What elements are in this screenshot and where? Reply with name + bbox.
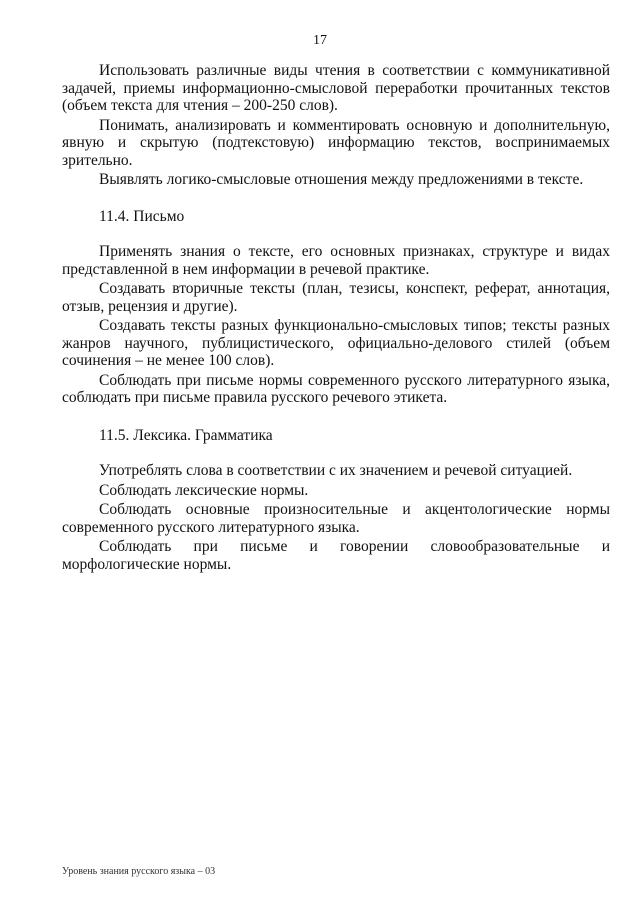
writing-paragraph-1: Применять знания о тексте, его основных признаках, структуре и видах представленной в нем информации в речевой практике.	[62, 243, 610, 278]
writing-paragraph-4: Соблюдать при письме нормы современного русского литературного языка, соблюдать при письме правила русского речевого этикета.	[62, 371, 610, 406]
page-content	[62, 62, 610, 573]
reading-paragraph-3: Выявлять логико-смысловые отношения между предложениями в тексте.	[99, 171, 584, 188]
lexis-paragraph-2: Соблюдать лексические нормы.	[99, 481, 309, 499]
lexis-paragraph-3: Соблюдать основные произносительные и акцентологические нормы современного русского литературного языка.	[62, 501, 610, 536]
section-heading-writing: 11.4. Письмо	[99, 207, 185, 225]
writing-paragraph-3: Создавать тексты разных функционально-смысловых типов; тексты разных жанров научного, публицистического, официально-делового стилей (объем сочинения – не менее 100 слов).	[62, 317, 610, 369]
reading-paragraph-2: Понимать, анализировать и комментировать основную и дополнительную, явную и скрытую (подтекстовую) информацию текстов, воспринимаемых зрительно.	[62, 116, 610, 169]
lexis-paragraph-4: Соблюдать при письме и говорении словообразовательные и морфологические нормы.	[62, 538, 610, 573]
lexis-paragraph-1: Употреблять слова в соответствии с их значением и речевой ситуацией.	[99, 462, 573, 479]
section-heading-lexis: 11.5. Лексика. Грамматика	[99, 426, 273, 444]
page-number: 17	[313, 33, 327, 48]
page-footer: Уровень знания русского языка – 03	[62, 866, 216, 877]
writing-paragraph-2: Создавать вторичные тексты (план, тезисы, конспект, реферат, аннотация, отзыв, рецензия и другие).	[62, 280, 610, 315]
reading-paragraph-1: Использовать различные виды чтения в соответствии с коммуникативной задачей, приемы информационно-смысловой переработки прочитанных текстов (объем текста для чтения – 200-250 слов).	[62, 62, 610, 114]
